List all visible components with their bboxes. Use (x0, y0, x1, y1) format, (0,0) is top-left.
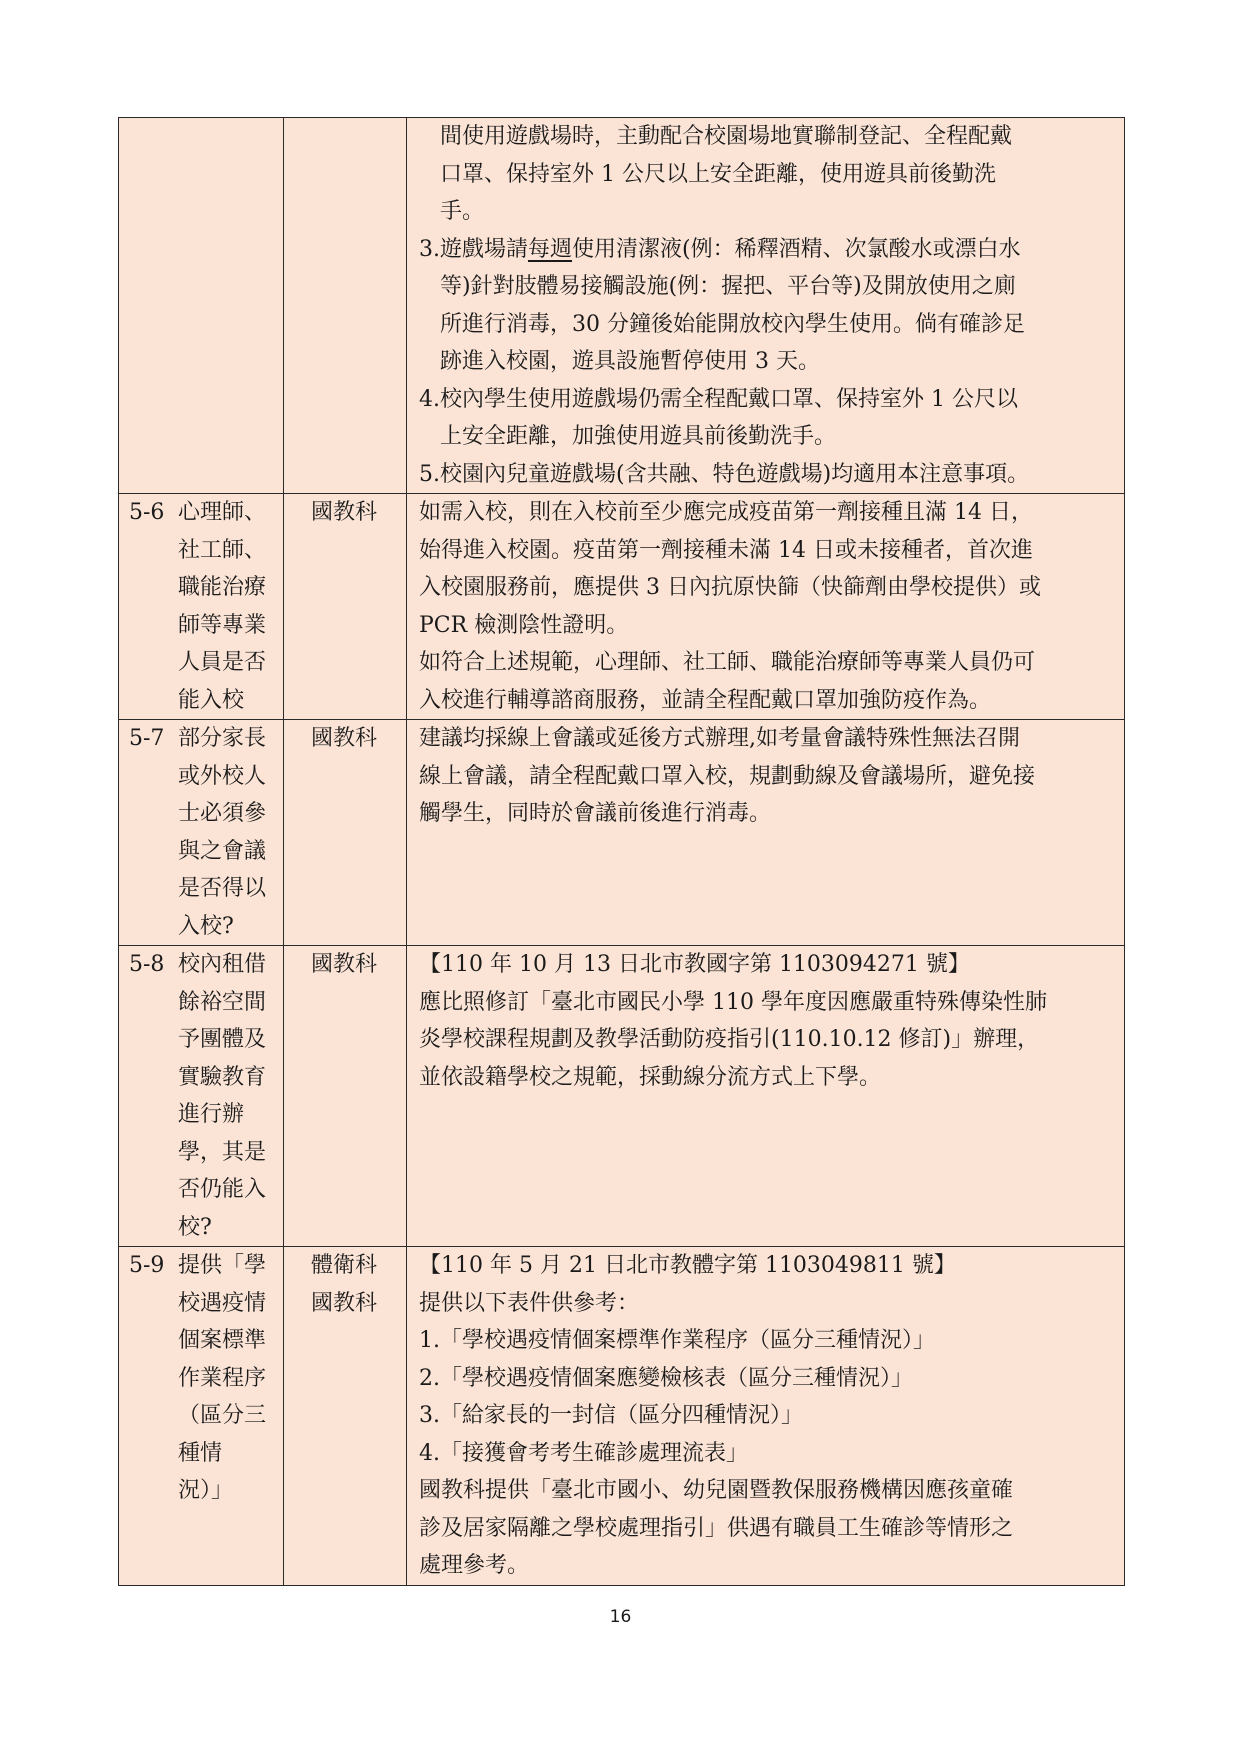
question-line: 學，其是 (178, 1139, 267, 1165)
question-line: 進行辦 (178, 1102, 245, 1127)
answer-line-part: 使用清潔液(例：稀釋酒精、次氯酸水或漂白水 (572, 236, 1021, 262)
department-name: 國教科 (311, 726, 378, 751)
question-line: 心理師、 (178, 500, 267, 525)
question-line: 入校? (178, 913, 234, 939)
department-name: 國教科 (311, 1290, 378, 1316)
question-line: 或外校人 (178, 763, 267, 789)
department-name: 國教科 (311, 500, 378, 525)
question-cell (119, 1247, 284, 1586)
answer-line: 3.「給家長的一封信（區分四種情況）」 (419, 1403, 803, 1428)
table-row (119, 494, 1125, 720)
answer-line: 入校進行輔導諮商服務，並請全程配戴口罩加強防疫作為。 (419, 687, 992, 713)
question-number: 5-8 (129, 952, 165, 977)
answer-line: 處理參考。 (419, 1553, 530, 1578)
answer-line: 如符合上述規範，心理師、社工師、職能治療師等專業人員仍可 (419, 650, 1036, 675)
answer-line: 並依設籍學校之規範，採動線分流方式上下學。 (419, 1064, 882, 1090)
answer-line: 如需入校，則在入校前至少應完成疫苗第一劑接種且滿 14 日， (419, 500, 1033, 525)
answer-line: 【110 年 5 月 21 日北市教體字第 1103049811 號】 (419, 1253, 956, 1278)
question-line: 校遇疫情 (178, 1290, 267, 1316)
answer-line: 間使用遊戲場時，主動配合校園場地實聯制登記、全程配戴 (440, 124, 1013, 149)
question-line: 種情 (178, 1440, 223, 1466)
table-row (119, 1247, 1125, 1586)
department-name: 國教科 (311, 952, 378, 977)
answer-cell (407, 1247, 1125, 1586)
question-line: 是否得以 (178, 876, 267, 901)
answer-line: 觸學生，同時於會議前後進行消毒。 (419, 801, 772, 826)
answer-line: 1.「學校遇疫情個案標準作業程序（區分三種情況）」 (419, 1328, 935, 1353)
answer-line: 始得進入校園。疫苗第一劑接種未滿 14 日或未接種者，首次進 (419, 537, 1033, 563)
question-line: 能入校 (178, 687, 245, 713)
answer-line: 【110 年 10 月 13 日北市教國字第 1103094271 號】 (419, 952, 970, 977)
faq-table-body (119, 118, 1125, 1586)
question-line: 職能治療 (178, 575, 267, 600)
answer-cell (407, 118, 1125, 494)
question-cell (119, 946, 284, 1247)
answer-line (419, 231, 1116, 269)
question-line: 予團體及 (178, 1027, 267, 1052)
page-number: 16 (609, 1607, 632, 1627)
answer-cell (407, 720, 1125, 946)
question-number: 5-7 (129, 726, 165, 751)
answer-line: 所進行消毒，30 分鐘後始能開放校內學生使用。倘有確診足 (440, 311, 1025, 337)
answer-line: 提供以下表件供參考： (419, 1290, 640, 1316)
department-cell (284, 1247, 407, 1586)
question-line: 餘裕空間 (178, 989, 267, 1015)
question-line: 校內租借 (178, 952, 267, 977)
answer-line: 口罩、保持室外 1 公尺以上安全距離，使用遊具前後勤洗 (440, 161, 996, 187)
question-line: 部分家長 (178, 726, 267, 751)
answer-line: 應比照修訂「臺北市國民小學 110 學年度因應嚴重特殊傳染性肺 (419, 989, 1047, 1015)
answer-cell (407, 494, 1125, 720)
faq-table (118, 117, 1125, 1586)
question-cell (119, 494, 284, 720)
question-line: 與之會議 (178, 838, 267, 864)
question-line: 實驗教育 (178, 1064, 267, 1090)
question-number: 5-6 (129, 500, 165, 525)
answer-line-part: 3.遊戲場請 (419, 236, 528, 262)
answer-line: 跡進入校園，遊具設施暫停使用 3 天。 (440, 349, 820, 374)
department-cell (284, 946, 407, 1247)
answer-line: 炎學校課程規劃及教學活動防疫指引(110.10.12 修訂)」辦理， (419, 1027, 1040, 1052)
question-line: 作業程序 (178, 1365, 267, 1391)
answer-line: 4.校內學生使用遊戲場仍需全程配戴口罩、保持室外 1 公尺以 (419, 386, 1018, 412)
table-row (119, 118, 1125, 494)
answer-line: 等)針對肢體易接觸設施(例：握把、平台等)及開放使用之廁 (440, 274, 1016, 299)
question-line: 師等專業 (178, 612, 267, 638)
question-number: 5-9 (129, 1253, 165, 1278)
answer-line: 5.校園內兒童遊戲場(含共融、特色遊戲場)均適用本注意事項。 (419, 461, 1030, 487)
question-cell (119, 720, 284, 946)
answer-line: 上安全距離，加強使用遊具前後勤洗手。 (440, 424, 837, 449)
answer-line: 手。 (440, 199, 485, 224)
table-row (119, 720, 1125, 946)
question-line: 況）」 (178, 1478, 234, 1503)
question-line: 人員是否 (178, 650, 267, 675)
answer-line: 診及居家隔離之學校處理指引」供遇有職員工生確診等情形之 (419, 1515, 1014, 1541)
answer-line: 線上會議，請全程配戴口罩入校，規劃動線及會議場所，避免接 (419, 763, 1036, 789)
answer-line: 4.「接獲會考考生確診處理流表」 (419, 1440, 748, 1466)
department-cell (284, 118, 407, 494)
answer-line: 建議均採線上會議或延後方式辦理,如考量會議特殊性無法召開 (419, 726, 1020, 751)
question-line: 個案標準 (178, 1328, 267, 1353)
question-line: 士必須參 (178, 801, 267, 826)
table-row (119, 946, 1125, 1247)
department-name: 體衛科 (311, 1253, 378, 1278)
answer-line: PCR 檢測陰性證明。 (419, 612, 629, 638)
question-cell (119, 118, 284, 494)
answer-line: 國教科提供「臺北市國小、幼兒園暨教保服務機構因應孩童確 (419, 1478, 1014, 1503)
question-line: 校? (178, 1214, 212, 1240)
question-line: （區分三 (178, 1403, 267, 1428)
answer-line: 入校園服務前，應提供 3 日內抗原快篩（快篩劑由學校提供）或 (419, 575, 1041, 600)
answer-line: 2.「學校遇疫情個案應變檢核表（區分三種情況）」 (419, 1365, 913, 1391)
question-line: 提供「學 (178, 1253, 267, 1278)
department-cell (284, 720, 407, 946)
underlined-text: 每週 (528, 236, 573, 262)
question-line: 社工師、 (178, 537, 267, 563)
question-line: 否仍能入 (178, 1177, 267, 1202)
answer-cell (407, 946, 1125, 1247)
department-cell (284, 494, 407, 720)
